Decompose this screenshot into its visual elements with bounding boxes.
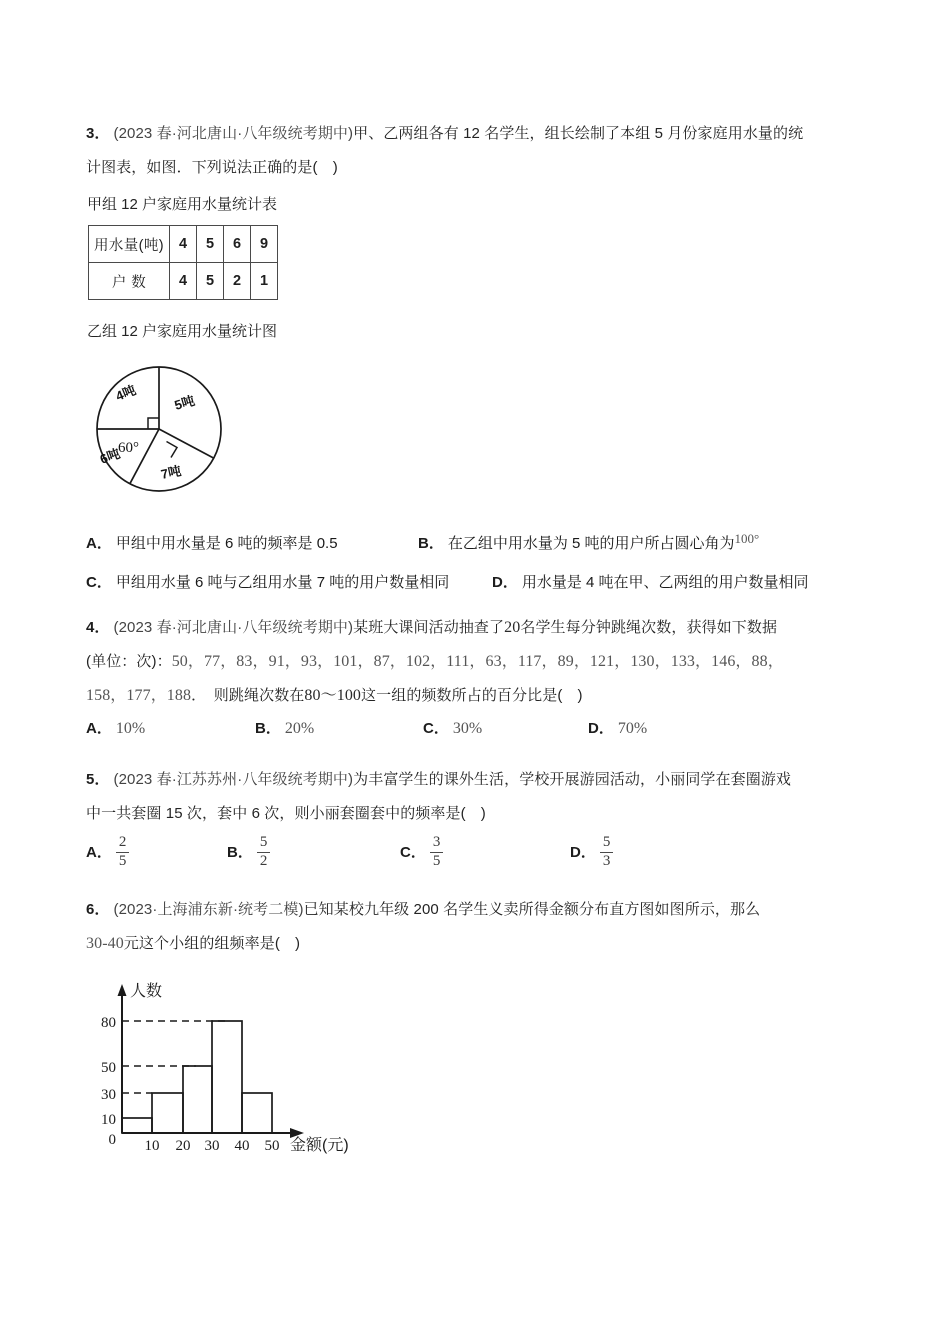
q4-option-a[interactable]: A． 10% xyxy=(86,720,146,737)
ytick-80: 80 xyxy=(101,1015,116,1031)
q4-data-values-line2: 158，177，188 xyxy=(86,687,192,704)
q3-pie-caption: 乙组 12 户家庭用水量统计图 xyxy=(87,323,278,340)
q4-option-a-value: 10% xyxy=(115,720,146,737)
table-cell: 5 xyxy=(197,263,224,300)
amount-histogram xyxy=(92,978,382,1153)
histogram-svg xyxy=(92,978,382,1153)
pie-slice-label-6ton: 7吨 xyxy=(159,463,183,482)
q4-line-2: (单位：次)：50，77，83，91，93，101，87，102，111，63，117，89，121，130，133，146，88， xyxy=(86,653,784,670)
pie-divider-lower-right xyxy=(159,429,214,458)
q4-line-1: 4． (2023 春·河北唐山·八年级统考期中)某班大课间活动抽查了20名学生每分钟跳绳次数，获得如下数据 xyxy=(86,619,778,636)
table-cell: 2 xyxy=(224,263,251,300)
q3-number: 3 xyxy=(86,125,95,142)
bar-10-20 xyxy=(152,1093,183,1133)
xtick-50: 50 xyxy=(264,1138,280,1154)
y-axis-title: 人数 xyxy=(130,983,163,1000)
q4-number: 4 xyxy=(86,619,95,636)
fraction: $\frac{5}{2}$ xyxy=(257,835,271,870)
q3-option-d[interactable]: D． 用水量是 4 吨在甲、乙两组的用户数量相同 xyxy=(492,574,809,591)
table-cell: 4 xyxy=(170,263,197,300)
q3-option-d-text: 用水量是 4 吨在甲、乙两组的用户数量相同 xyxy=(521,574,809,591)
q5-number: 5 xyxy=(86,771,95,788)
q3-option-a[interactable]: A． 甲组中用水量是 6 吨的频率是 0.5 xyxy=(86,535,338,552)
q5-source: (2023 春·江苏苏州·八年级统考期中) xyxy=(113,771,354,788)
ytick-10: 10 xyxy=(101,1112,116,1128)
q4-line-3: 158，177，188． 则跳绳次数在80～100这一组的频数所占的百分比是( ) xyxy=(86,687,583,704)
q3-line-2: 计图表，如图．下列说法正确的是( ) xyxy=(86,159,338,176)
fraction: $\frac{3}{5}$ xyxy=(430,835,444,870)
q4-option-c-value: 30% xyxy=(452,720,483,737)
q3-line-1: 3． (2023 春·河北唐山·八年级统考期中)甲、乙两组各有 12 名学生，组长绘制了本组 5 月份家庭用水量的统 xyxy=(86,125,804,142)
table-cell: 6 xyxy=(224,226,251,263)
q3-table-caption: 甲组 12 户家庭用水量统计表 xyxy=(87,196,278,213)
table-cell: 9 xyxy=(251,226,278,263)
right-angle-mark-4ton xyxy=(148,418,159,429)
q4-data-values-line1: 50，77，83，91，93，101，87，102，111，63，117，89，121，130，133，146，88， xyxy=(171,653,784,670)
pie-slice-label-7ton: 6吨 xyxy=(97,445,123,467)
ytick-50: 50 xyxy=(101,1060,116,1076)
q3-source: (2023 春·河北唐山·八年级统考期中) xyxy=(113,125,354,142)
bar-0-10 xyxy=(122,1118,152,1133)
q6-source: (2023·上海浦东新·统考二模) xyxy=(113,901,304,918)
table-cell: 4 xyxy=(170,226,197,263)
pie-center-angle-label: 60° xyxy=(118,440,139,456)
pie-slice-label-5ton: 5吨 xyxy=(172,392,197,413)
bar-40-50 xyxy=(242,1093,272,1133)
q4-option-c[interactable]: C． 30% xyxy=(423,720,483,737)
q5-option-a[interactable]: A． $\frac{2}{5}$ xyxy=(86,836,129,871)
pie-slice-label-4ton: 4吨 xyxy=(113,382,138,404)
table-row xyxy=(89,263,278,300)
xtick-10: 10 xyxy=(144,1138,160,1154)
q3-option-b[interactable]: B． 在乙组中用水量为 5 吨的用户所占圆心角为$^{100^\circ}$ xyxy=(418,531,760,552)
water-usage-pie-chart xyxy=(90,352,240,502)
q3-line1-text: 甲、乙两组各有 12 名学生，组长绘制了本组 5 月份家庭用水量的统 xyxy=(353,125,804,142)
water-usage-table xyxy=(88,225,278,300)
table-cell: 1 xyxy=(251,263,278,300)
q4-option-b[interactable]: B． 20% xyxy=(255,720,315,737)
q3-option-c[interactable]: C． 甲组用水量 6 吨与乙组用水量 7 吨的用户数量相同 xyxy=(86,574,450,591)
q5-line-2: 中一共套圈 15 次，套中 6 次，则小丽套圈套中的频率是( ) xyxy=(86,805,486,822)
ytick-0: 0 xyxy=(108,1132,116,1148)
q3-option-c-text: 甲组用水量 6 吨与乙组用水量 7 吨的用户数量相同 xyxy=(115,574,450,591)
y-axis-arrow-icon xyxy=(118,984,127,996)
q4-option-b-value: 20% xyxy=(284,720,315,737)
table-cell: 5 xyxy=(197,226,224,263)
q5-option-d[interactable]: D． $\frac{5}{3}$ xyxy=(570,836,613,871)
q6-line-2: 30-40元这个小组的组频率是( ) xyxy=(86,935,301,952)
q3-option-b-sup: 100° xyxy=(734,531,760,546)
pie-divider-lower-left xyxy=(130,429,159,484)
xtick-40: 40 xyxy=(234,1138,250,1154)
fraction: $\frac{2}{5}$ xyxy=(116,835,130,870)
q4-source: (2023 春·河北唐山·八年级统考期中) xyxy=(113,619,354,636)
q4-option-d-value: 70% xyxy=(617,720,648,737)
right-angle-mark-6ton xyxy=(167,442,178,458)
ytick-30: 30 xyxy=(101,1087,116,1103)
table-row2-header: 户 数 xyxy=(89,263,170,300)
x-axis-title: 金额(元) xyxy=(290,1137,349,1154)
fraction: $\frac{5}{3}$ xyxy=(600,835,614,870)
table-row xyxy=(89,226,278,263)
pie-svg xyxy=(90,352,240,502)
bar-20-30 xyxy=(183,1066,212,1133)
q6-line-1: 6． (2023·上海浦东新·统考二模)已知某校九年级 200 名学生义卖所得金额分布直方图如图所示，那么 xyxy=(86,901,761,918)
xtick-20: 20 xyxy=(175,1138,191,1154)
q5-line-1: 5． (2023 春·江苏苏州·八年级统考期中)为丰富学生的课外生活，学校开展游园活动，小丽同学在套圈游戏 xyxy=(86,771,792,788)
q3-option-a-text: 甲组中用水量是 6 吨的频率是 0.5 xyxy=(115,535,338,552)
q4-option-d[interactable]: D． 70% xyxy=(588,720,648,737)
q6-number: 6 xyxy=(86,901,95,918)
q5-option-c[interactable]: C． $\frac{3}{5}$ xyxy=(400,836,443,871)
table-row1-header: 用水量(吨) xyxy=(89,226,170,263)
xtick-30: 30 xyxy=(204,1138,220,1154)
q3-option-b-text: 在乙组中用水量为 5 吨的用户所占圆心角为 xyxy=(447,535,735,552)
bar-30-40 xyxy=(212,1021,242,1133)
q5-option-b[interactable]: B． $\frac{5}{2}$ xyxy=(227,836,270,871)
